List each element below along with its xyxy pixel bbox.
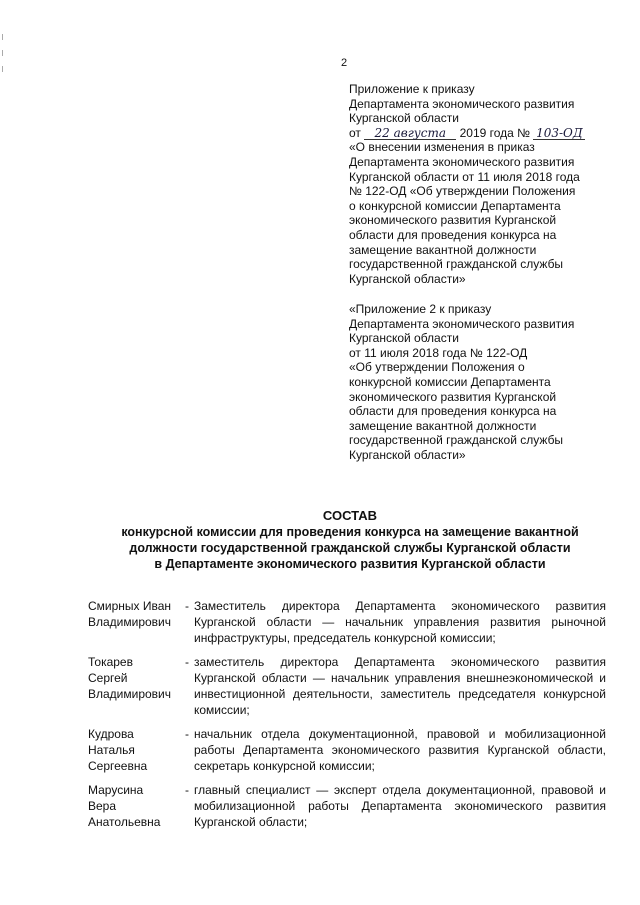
heading-subtitle-line: в Департаменте экономического развития Курганской области [154,557,546,571]
heading-title: СОСТАВ [322,508,378,523]
member-entry [88,654,606,718]
annex2-line: конкурсной комиссии Департамента [349,374,551,389]
member-entry [88,726,606,774]
date-prefix: от [349,125,361,140]
member-role: начальник отдела документационной, правовой и мобилизационной работы Департамента экономического развития Курганской области, секретарь конкурсной комиссии; [194,727,606,773]
member-entry [88,598,606,646]
annex-line: Курганской области от 11 июля 2018 года [349,169,580,184]
heading-subtitle-line: конкурсной комиссии для проведения конкурса на замещение вакантной [121,525,579,539]
member-name [88,726,180,774]
annex2-line: государственной гражданской службы [349,433,564,448]
member-name-line: Анатольевна [88,815,161,829]
member-name-line: Марусина [88,783,144,797]
annex2-line: экономического развития Курганской [349,389,557,404]
annex-line: Департамента экономического развития [349,96,575,111]
annex-date-line [349,126,619,141]
member-dash: - [185,655,189,669]
composition-heading [60,508,640,572]
annex-line: Департамента экономического развития [349,154,575,169]
member-name-line: Кудрова [88,727,134,741]
member-role: главный специалист — эксперт отдела документационной, правовой и мобилизационной работы Департамента экономического развития Курганской области; [194,783,606,829]
member-name-line: Владимирович [88,687,172,701]
member-name-line: Вера [88,799,117,813]
page-number: 2 [341,57,348,69]
member-name [88,654,180,718]
member-name-line: Владимирович [88,615,172,629]
annex2-line: Департамента экономического развития [349,316,575,331]
annex2-line: Курганской области» [349,447,466,462]
member-dash: - [185,727,189,741]
annex2-line: «Об утверждении Положения о [349,360,525,375]
annex-header-block [349,82,619,286]
annex-line: о конкурсной комиссии Департамента [349,198,561,213]
member-role: заместитель директора Департамента экономического развития Курганской области — начальник управления внешнеэкономической и инвестиционной деятельности, заместитель председателя конкурсной комиссии; [194,655,606,717]
annex-line: области для проведения конкурса на [349,227,557,242]
annex-line: Приложение к приказу [349,82,475,96]
member-name [88,782,180,830]
handwritten-date: 22 августа [364,127,456,140]
member-name-line: Смирных Иван [88,599,172,613]
member-name-line: Токарев [88,655,133,669]
annex-line: № 122-ОД «Об утверждении Положения [349,184,576,199]
annex2-line: «Приложение 2 к приказу [349,302,492,316]
annex2-line: области для проведения конкурса на [349,404,557,419]
annex2-header-block [349,302,619,463]
member-name-line: Наталья [88,743,135,757]
scan-margin-marks [2,34,5,74]
annex-line: замещение вакантной должности [349,242,537,257]
annex-line: Курганской области [349,111,459,126]
member-dash: - [185,599,189,613]
annex2-line: замещение вакантной должности [349,418,537,433]
member-name-line: Сергей [88,671,128,685]
annex-line: Курганской области» [349,271,466,286]
annex2-line: Курганской области [349,331,459,346]
commission-members-list [88,598,606,838]
annex-line: экономического развития Курганской [349,213,557,228]
year-text: 2019 года № [459,125,531,140]
annex-line: «О внесении изменения в приказ [349,140,535,155]
heading-subtitle-line: должности государственной гражданской службы Курганской области [129,541,571,555]
annex2-line: от 11 июля 2018 года № 122-ОД [349,345,528,360]
annex-line: государственной гражданской службы [349,257,564,272]
member-name [88,598,180,646]
member-role: Заместитель директора Департамента экономического развития Курганской области — начальник управления развития рыночной инфраструктуры, председатель конкурсной комиссии; [194,599,606,645]
member-entry [88,782,606,830]
member-dash: - [185,783,189,797]
handwritten-number: 103-ОД [533,127,585,140]
member-name-line: Сергеевна [88,759,148,773]
